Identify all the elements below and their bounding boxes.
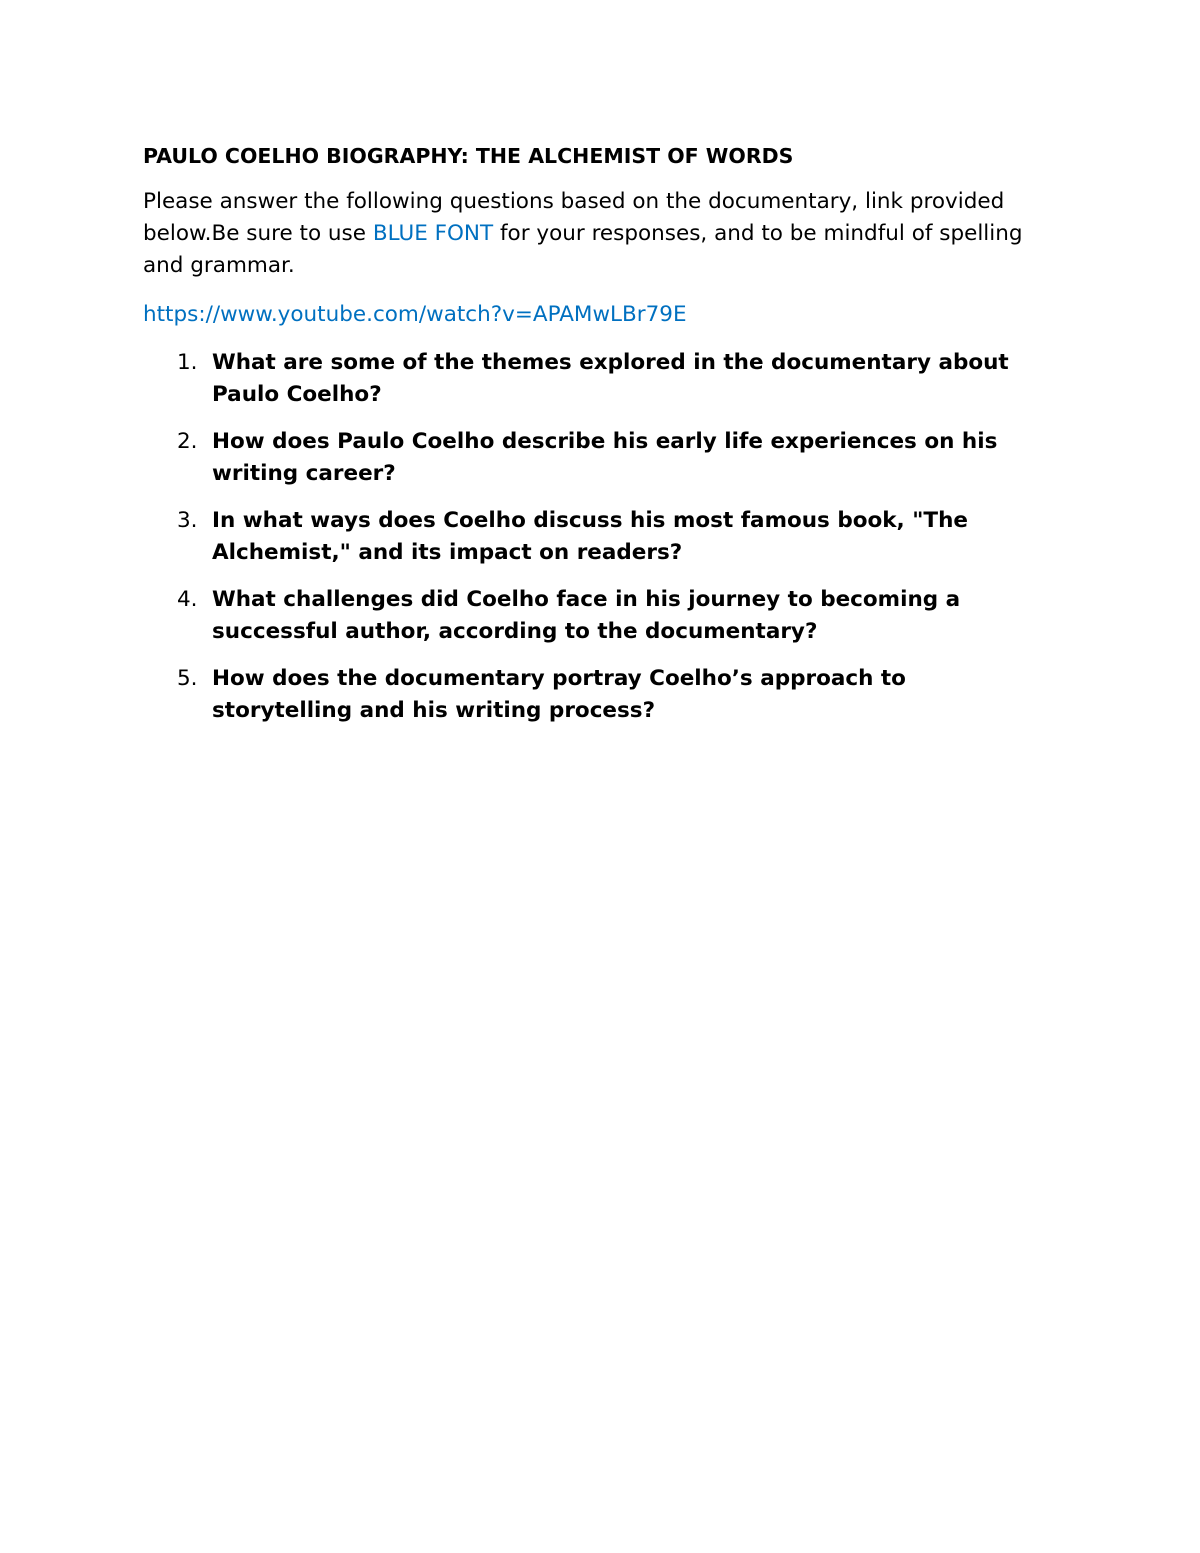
question-text: In what ways does Coelho discuss his most famous book, "The Alchemist," and its impact on readers? [212, 508, 968, 565]
question-item [143, 584, 1053, 648]
question-text: How does the documentary portray Coelho’s approach to storytelling and his writing process? [212, 666, 906, 723]
question-item [143, 663, 1053, 727]
question-text: What challenges did Coelho face in his journey to becoming a successful author, according to the documentary? [212, 587, 961, 644]
instructions-text-part1: Please answer the following questions based on the documentary, link provided below.Be sure to use [143, 189, 1005, 246]
question-number: 2. [177, 429, 198, 454]
instructions-text-part2: for your responses, and to be mindful of spelling and grammar. [143, 221, 1023, 278]
question-number: 5. [177, 666, 198, 691]
questions-list [143, 347, 1053, 727]
question-number: 1. [177, 350, 198, 375]
documentary-link[interactable]: https://www.youtube.com/watch?v=APAMwLBr79E [143, 302, 687, 327]
instructions-paragraph [143, 186, 1053, 282]
question-number: 4. [177, 587, 198, 612]
question-number: 3. [177, 508, 198, 533]
document-title: PAULO COELHO BIOGRAPHY: THE ALCHEMIST OF WORDS [143, 144, 794, 168]
question-item [143, 347, 1053, 411]
question-text: What are some of the themes explored in the documentary about Paulo Coelho? [212, 350, 1009, 407]
question-item [143, 426, 1053, 490]
question-text: How does Paulo Coelho describe his early life experiences on his writing career? [212, 429, 998, 486]
document-page [143, 140, 1053, 742]
blue-font-highlight: BLUE FONT [372, 221, 494, 246]
question-item [143, 505, 1053, 569]
